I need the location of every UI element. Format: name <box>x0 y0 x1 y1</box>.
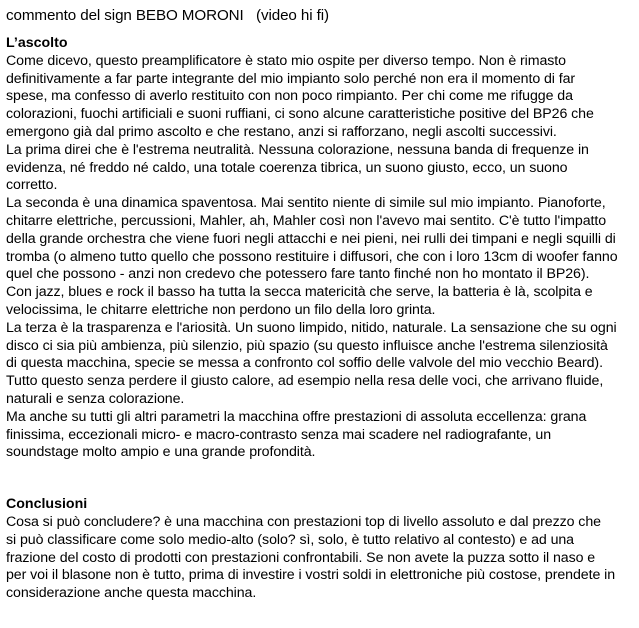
section-heading-ascolto: L’ascolto <box>6 35 68 51</box>
text-line: Ma anche su tutti gli altri parametri la macchina offre prestazioni di assoluta eccellenza: grana <box>6 408 587 425</box>
text-line: finissima, eccezionali micro- e macro-contrasto senza mai scadere nel radiografante, un <box>6 426 552 443</box>
paragraph <box>6 195 636 284</box>
text-line: si può classificare come solo medio-alto (solo? sì, solo, è tutto relativo al contesto) e ad una <box>6 531 574 548</box>
section-heading-conclusioni: Conclusioni <box>6 496 88 513</box>
text-line: corretto. <box>6 177 58 194</box>
text-line: definitivamente a far parte integrante del mio impianto solo perché non era il momento di far <box>6 70 576 87</box>
text-line: velocissima, le chitarre elettriche non perdono un filo della loro grinta. <box>6 301 436 318</box>
text-line: quel che possono - anzi non credevo che potessero fare tanto finché non ho montato il BP26). <box>6 266 590 283</box>
text-line: considerazione anche questa macchina. <box>6 585 257 602</box>
paragraph <box>6 142 636 195</box>
text-line: chitarre elettriche, percussioni, Mahler, ah, Mahler così non l'avevo mai sentito. C'è tutto l'impatto <box>6 212 607 229</box>
text-line: Tutto questo senza perdere il giusto calore, ad esempio nella resa delle voci, che arrivano fluide, <box>6 373 604 390</box>
text-line: Con jazz, blues e rock il basso ha tutta la secca matericità che serve, la batteria è là, scolpita e <box>6 284 593 301</box>
paragraph <box>6 284 636 320</box>
paragraph <box>6 514 636 603</box>
paragraph <box>6 320 636 409</box>
text-line: tromba (o almeno tutto quello che possono restituire i diffusori, che con i loro 13cm di woofer fanno <box>6 248 618 265</box>
text-line: La seconda è una dinamica spaventosa. Mai sentito niente di simile sul mio impianto. Pianoforte, <box>6 195 606 212</box>
paragraph <box>6 409 636 462</box>
document-title: commento del sign BEBO MORONI (video hi fi) <box>6 7 329 24</box>
text-line: soundstage molto ampio e una grande profondità. <box>6 444 316 461</box>
text-line: emergono già dal primo ascolto e che restano, anzi si rafforzano, negli ascolti successivi. <box>6 123 557 140</box>
spacer <box>6 25 636 35</box>
spacer <box>6 462 636 496</box>
text-line: evidenza, né freddo né caldo, una totale coerenza tibrica, un suono giusto, ecco, un suono <box>6 159 568 176</box>
text-line: La prima direi che è l'estrema neutralità. Nessuna colorazione, nessuna banda di frequenze in <box>6 141 589 158</box>
text-line: La terza è la trasparenza e l'ariosità. Un suono limpido, nitido, naturale. La sensazione che su ogni <box>6 319 617 336</box>
text-line: Come dicevo, questo preamplificatore è stato mio ospite per diverso tempo. Non è rimasto <box>6 52 566 69</box>
document-page <box>6 6 636 603</box>
text-line: frazione del costo di prodotti con prestazioni confrontabili. Se non avete la puzza sotto il naso e <box>6 549 596 566</box>
paragraph <box>6 53 636 142</box>
text-line: Cosa si può concludere? è una macchina con prestazioni top di livello assoluto e dal prezzo che <box>6 513 601 530</box>
text-line: disco ci sia più ambienza, più silenzio, più spazio (su questo influisce anche l'estrema silenziosità <box>6 337 608 354</box>
text-line: della grande orchestra che viene fuori negli attacchi e nei pieni, nei rulli dei timpani e negli squilli di <box>6 230 616 247</box>
text-line: naturali e senza colorazione. <box>6 390 185 407</box>
text-line: colorazioni, fuochi artificiali e suoni ruffiani, ci sono alcune caratteristiche positive del BP26 che <box>6 106 594 123</box>
text-line: di questa macchina, specie se messa a confronto col soffio delle valvole del mio vecchio Beard). <box>6 355 603 372</box>
text-line: per voi il blasone non è tutto, prima di investire i vostri soldi in elettroniche più costose, prendete in <box>6 567 616 584</box>
section-ascolto <box>6 35 636 462</box>
section-conclusioni <box>6 496 636 603</box>
text-line: spese, ma confesso di averlo restituito con non poco rimpianto. Per chi come me rifugge da <box>6 88 573 105</box>
